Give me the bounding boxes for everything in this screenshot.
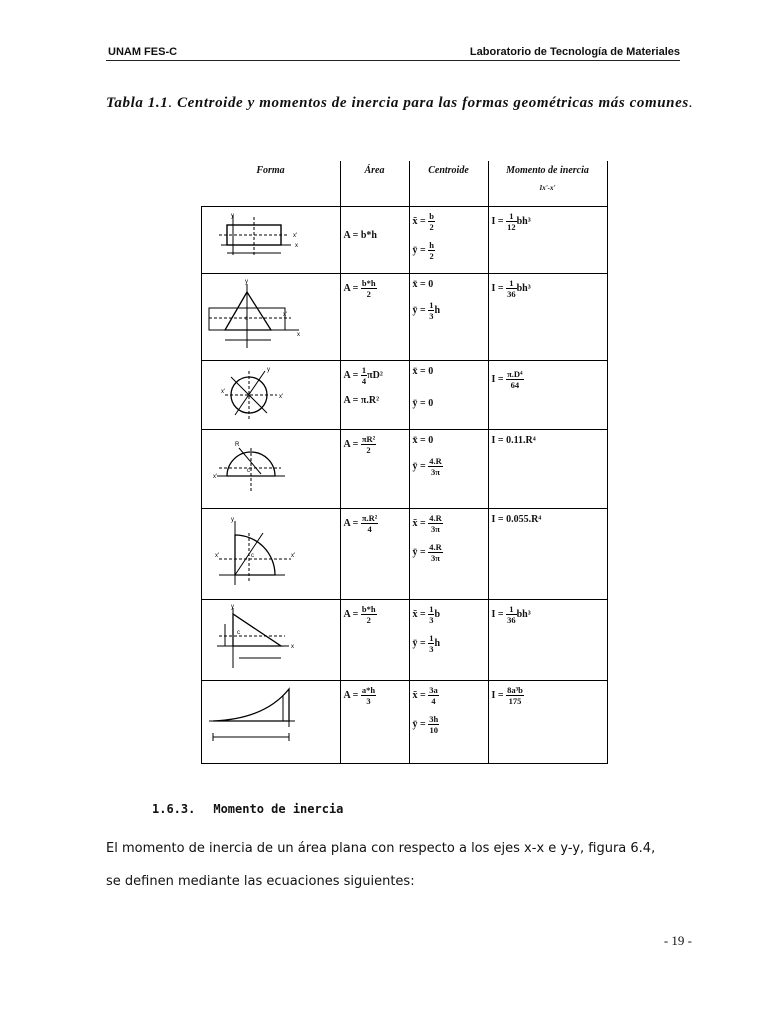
area-cell [340, 508, 409, 599]
centroid-cell [409, 508, 488, 599]
area-formula-alt: A = π.R² [343, 394, 380, 406]
inertia-fraction [506, 604, 517, 625]
inertia-label: I = [491, 215, 504, 227]
inertia-fraction [506, 278, 517, 299]
svg-text:c: c [245, 315, 248, 322]
centroid-x-label: x̄ = [412, 689, 426, 701]
svg-text:x': x' [283, 311, 288, 318]
centroid-x-term: b [434, 608, 441, 620]
area-label: A = [343, 517, 359, 529]
inertia-term: bh³ [516, 215, 531, 227]
centroid-y-term: h [434, 637, 441, 649]
area-fraction [361, 685, 376, 706]
centroid-x-num: b [429, 210, 434, 221]
centroid-y-fraction [428, 456, 443, 477]
inertia-label: I = [491, 608, 504, 620]
area-num: πR² [361, 433, 376, 444]
centroid-y-label: ȳ = [412, 546, 426, 558]
centroid-cell [409, 360, 488, 429]
centroid-y-num: 3h [429, 713, 439, 724]
inertia-num: π.D⁴ [507, 368, 523, 379]
shape-semicircle [202, 429, 341, 508]
area-cell [340, 360, 409, 429]
centroid-x-num: 4.R [429, 512, 442, 523]
centroid-y-label: ȳ = [412, 304, 426, 316]
header-centroide: Centroide [409, 161, 488, 206]
paragraph-line: se definen mediante las ecuaciones siguientes: [106, 874, 415, 889]
shape-rectangle [202, 206, 341, 273]
centroid-y-den: 2 [429, 250, 434, 261]
header-left: UNAM FES-C [108, 46, 178, 58]
header-forma: Forma [202, 161, 341, 206]
centroid-x-fraction [428, 513, 443, 534]
area-cell [340, 429, 409, 508]
inertia-label: I = [491, 282, 504, 294]
paragraph-line: El momento de inercia de un área plana con respecto a los ejes x-x e y-y, figura 6.4, [106, 841, 656, 856]
section-heading [152, 802, 343, 816]
caption-end: . [688, 95, 694, 111]
caption-text: Centroide y momentos de inercia para las formas geométricas más comunes [177, 95, 689, 111]
inertia-cell [488, 273, 607, 360]
svg-text:y: y [267, 366, 270, 373]
area-num: b*h [361, 277, 376, 288]
inertia-label: I = [491, 373, 504, 385]
centroid-cell [409, 206, 488, 273]
table-caption [106, 88, 696, 119]
svg-text:x': x' [215, 552, 220, 559]
caption-dot: . [168, 95, 178, 111]
svg-text:x': x' [293, 232, 298, 239]
area-label: A = [343, 608, 359, 620]
inertia-term: bh³ [516, 282, 531, 294]
svg-text:x: x [297, 331, 300, 338]
centroid-cell [409, 429, 488, 508]
inertia-den: 12 [507, 221, 516, 232]
area-num: π.R² [361, 512, 378, 523]
centroid-x-label: x̄ = [412, 517, 426, 529]
svg-text:y: y [231, 603, 234, 610]
inertia-fraction [506, 685, 524, 706]
svg-text:R: R [235, 441, 240, 448]
svg-text:x': x' [279, 393, 284, 400]
centroid-y-den: 3 [429, 643, 434, 654]
svg-text:c: c [237, 629, 240, 636]
svg-text:y: y [231, 212, 234, 219]
area-fraction [361, 434, 376, 455]
area-fraction [361, 278, 377, 299]
inertia-cell [488, 680, 607, 763]
area-label: A = [343, 369, 359, 381]
centroid-x: x̄ = 0 [412, 365, 434, 377]
inertia-cell [488, 599, 607, 680]
circle-icon [205, 365, 331, 425]
inertia-cell [488, 206, 607, 273]
centroid-y-num: h [429, 239, 434, 250]
centroid-x-num: 1 [429, 603, 434, 614]
centroid-y-num: 4.R [429, 541, 442, 552]
body-paragraph [106, 832, 702, 898]
inertia-formula: I = 0.11.R⁴ [491, 434, 536, 446]
inertia-num: 1 [506, 278, 517, 289]
area-den: 2 [366, 444, 371, 455]
svg-text:x': x' [221, 388, 226, 395]
centroid-x-den: 3π [431, 523, 440, 534]
centroid-y-term: h [434, 304, 441, 316]
parabolic-spandrel-icon [205, 685, 331, 759]
area-fraction [361, 604, 377, 625]
centroid-x-num: 3a [429, 684, 438, 695]
area-label: A = [343, 689, 359, 701]
inertia-cell [488, 360, 607, 429]
inertia-num: 1 [506, 604, 517, 615]
centroid-x-fraction [428, 211, 435, 232]
centroid-cell [409, 680, 488, 763]
shape-right-triangle [202, 599, 341, 680]
inertia-den: 36 [507, 288, 516, 299]
area-num: 1 [361, 364, 367, 375]
centroid-x-fraction [428, 685, 439, 706]
right-triangle-icon [205, 604, 331, 676]
header-momento [488, 161, 607, 206]
area-label: A = [343, 438, 359, 450]
inertia-cell [488, 508, 607, 599]
centroid-x-den: 3 [429, 614, 434, 625]
area-num: a*h [361, 684, 376, 695]
svg-text:x': x' [213, 473, 218, 480]
centroid-y-label: ȳ = [412, 718, 426, 730]
area-term: πD² [367, 369, 383, 381]
svg-text:c: c [251, 552, 254, 559]
page-number: - 19 - [663, 933, 692, 948]
header-right: Laboratorio de Tecnología de Materiales [469, 46, 680, 58]
area-cell [340, 273, 409, 360]
quarter-circle-icon [205, 513, 331, 595]
centroid-y-num: 1 [429, 299, 434, 310]
centroid-x-label: x̄ = [412, 608, 426, 620]
svg-text:y: y [245, 278, 248, 285]
centroid-y-label: ȳ = [412, 244, 426, 256]
inertia-fraction [506, 369, 523, 390]
centroid-y-fraction [428, 240, 435, 261]
svg-text:x: x [291, 643, 294, 650]
area-formula: A = b*h [343, 229, 377, 241]
svg-text:x': x' [291, 552, 296, 559]
area-den: 2 [366, 288, 371, 299]
caption-label: Tabla 1.1 [106, 95, 169, 111]
centroid-y-label: ȳ = [412, 460, 426, 472]
centroid-y: ȳ = 0 [412, 397, 434, 409]
inertia-cell [488, 429, 607, 508]
inertia-term: bh³ [516, 608, 531, 620]
semicircle-icon [205, 434, 331, 504]
centroid-y-num: 4.R [429, 455, 442, 466]
svg-text:c: c [247, 467, 250, 474]
header-area: Área [340, 161, 409, 206]
centroid-y-den: 3π [431, 552, 440, 563]
inertia-den: 64 [510, 379, 520, 390]
centroid-y-label: ȳ = [412, 637, 426, 649]
centroid-y-den: 10 [429, 724, 438, 735]
shape-triangle [202, 273, 341, 360]
centroid-y-fraction [428, 542, 443, 563]
area-den: 3 [366, 695, 371, 706]
svg-text:y: y [231, 516, 234, 523]
centroid-y-fraction [428, 714, 439, 735]
inertia-num: 1 [506, 211, 517, 222]
inertia-den: 175 [508, 695, 522, 706]
header-momento-axis: Ix'-x' [539, 184, 556, 192]
centroid-x: x̄ = 0 [412, 434, 434, 446]
section-title: Momento de inercia [213, 802, 344, 816]
rectangle-icon [205, 211, 331, 269]
centroid-y-den: 3 [429, 310, 434, 321]
svg-text:x: x [295, 242, 298, 249]
inertia-formula: I = 0.055.R⁴ [491, 513, 542, 525]
area-den: 2 [366, 614, 371, 625]
inertia-den: 36 [507, 614, 516, 625]
header-momento-label: Momento de inercia [506, 165, 589, 176]
area-label: A = [343, 282, 359, 294]
shapes-table [201, 161, 608, 764]
header-divider [106, 60, 680, 61]
shape-quarter-circle [202, 508, 341, 599]
centroid-x-den: 4 [431, 695, 436, 706]
area-cell [340, 680, 409, 763]
area-cell [340, 206, 409, 273]
area-cell [340, 599, 409, 680]
area-den: 4 [367, 523, 372, 534]
centroid-cell [409, 599, 488, 680]
area-den: 4 [361, 375, 367, 386]
area-num: b*h [361, 603, 376, 614]
area-fraction [361, 513, 378, 534]
inertia-label: I = [491, 689, 504, 701]
centroid-x-label: x̄ = [412, 215, 426, 227]
centroid-x-den: 2 [429, 221, 434, 232]
triangle-icon [205, 278, 331, 356]
centroid-y-den: 3π [431, 466, 440, 477]
shape-circle [202, 360, 341, 429]
centroid-cell [409, 273, 488, 360]
inertia-fraction [506, 211, 517, 232]
section-number: 1.6.3. [152, 802, 196, 816]
inertia-num: 8a³b [507, 684, 523, 695]
shape-parabolic-spandrel [202, 680, 341, 763]
centroid-y-num: 1 [429, 632, 434, 643]
centroid-x: x̄ = 0 [412, 278, 434, 290]
